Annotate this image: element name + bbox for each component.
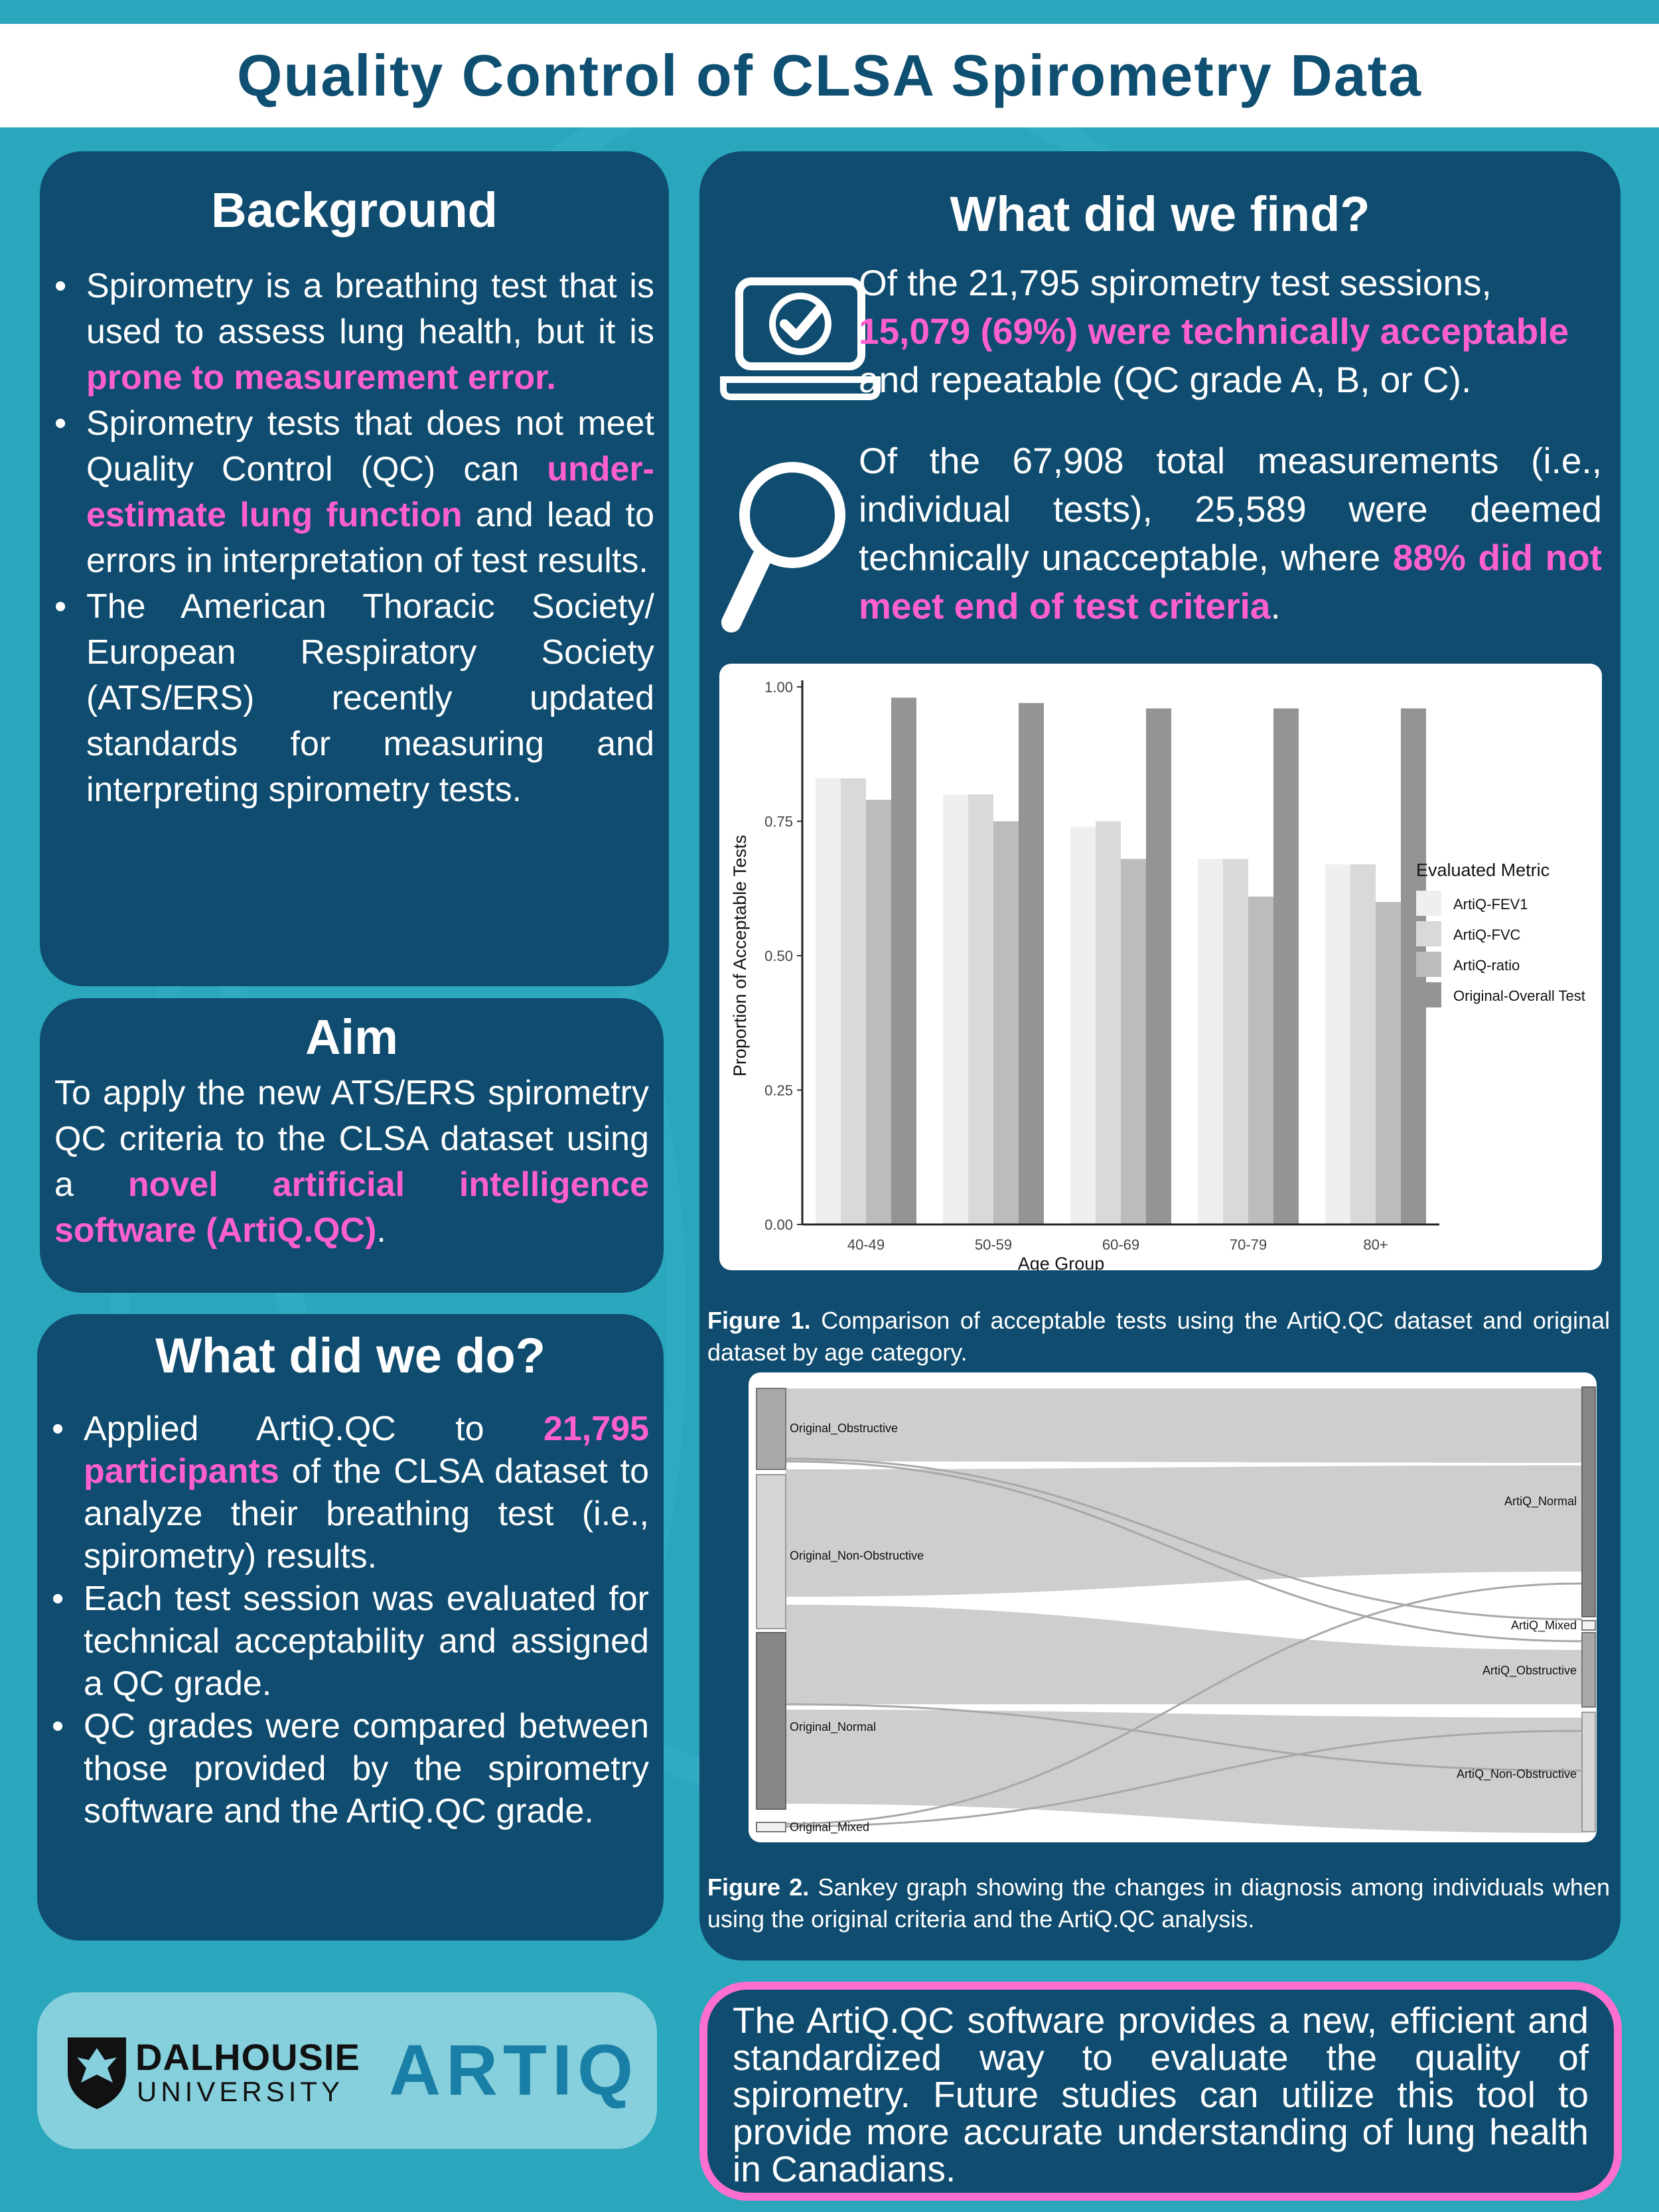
methods-list <box>52 1408 649 1832</box>
bar-artiq-fev1 <box>1325 864 1350 1224</box>
y-tick-label: 0.50 <box>764 948 793 964</box>
methods-panel <box>37 1314 664 1941</box>
sankey-node-artiq-obstructive <box>1582 1633 1595 1707</box>
aim-heading: Aim <box>305 1009 398 1065</box>
logo-panel <box>37 1992 657 2149</box>
x-tick-label: 50-59 <box>974 1236 1013 1253</box>
bar-original-overall-test <box>1146 708 1171 1224</box>
magnifier-icon <box>719 457 852 642</box>
figure1-chart-box <box>719 664 1602 1270</box>
x-tick-label: 70-79 <box>1229 1236 1267 1253</box>
legend-swatch <box>1416 891 1441 916</box>
sankey-node-original-normal <box>757 1633 786 1809</box>
x-tick-label: 40-49 <box>847 1236 885 1253</box>
x-tick-label: 80+ <box>1363 1236 1388 1253</box>
bar-artiq-fvc <box>1350 864 1376 1224</box>
dalhousie-name: DALHOUSIE <box>135 2036 360 2078</box>
bar-artiq-fev1 <box>1198 859 1223 1224</box>
legend-title: Evaluated Metric <box>1416 860 1550 880</box>
bar-artiq-ratio <box>993 822 1019 1225</box>
figure1-caption: Figure 1. Comparison of acceptable tests using the ArtiQ.QC dataset and original dataset by age category. <box>707 1307 1611 1366</box>
background-item: • The American Thoracic Society/ European Respiratory Society (ATS/ERS) recently updated standards for measuring and interpreting spirometry tests. <box>54 584 654 813</box>
bar-artiq-fvc <box>1096 822 1121 1225</box>
x-axis-title: Age Group <box>1017 1254 1105 1270</box>
x-tick-label: 60-69 <box>1102 1236 1140 1253</box>
aim-text: To apply the new ATS/ERS spirometry QC criteria to the CLSA dataset using a novel artificial intelligence software (ArtiQ.QC). <box>54 1074 649 1250</box>
dalhousie-subtitle: UNIVERSITY <box>137 2076 344 2107</box>
bar-artiq-fev1 <box>816 778 841 1224</box>
bar-original-overall-test <box>1273 708 1299 1224</box>
legend-swatch <box>1416 952 1441 977</box>
bar-artiq-fvc <box>1223 859 1248 1224</box>
finding-sessions: Of the 21,795 spirometry test sessions, 15,079 (69%) were technically acceptable and repeatable (QC grade A, B, or C). <box>859 262 1569 400</box>
bar-artiq-fvc <box>841 778 866 1224</box>
sankey-flow <box>786 1605 1582 1704</box>
legend-label: Original-Overall Test <box>1453 988 1585 1004</box>
methods-item: • Applied ArtiQ.QC to 21,795 participants of the CLSA dataset to analyze their breathing test (i.e., spirometry) results. <box>52 1408 649 1578</box>
legend-label: ArtiQ-ratio <box>1453 957 1520 974</box>
sankey-node-artiq-normal <box>1582 1387 1595 1617</box>
background-item: • Spirometry tests that does not meet Quality Control (QC) can under-estimate lung function and lead to errors in interpretation of test results. <box>54 401 654 584</box>
bar-original-overall-test <box>891 698 916 1224</box>
sankey-flow <box>786 1465 1582 1597</box>
sankey-label-left: Original_Non-Obstructive <box>790 1549 924 1562</box>
sankey-chart <box>749 1372 1597 1842</box>
bar-chart <box>719 664 1602 1270</box>
y-tick-label: 0.75 <box>764 813 793 830</box>
conclusion-text: The ArtiQ.QC software provides a new, efficient and standardized way to evaluate the quality of spirometry. Future studies can utilize this tool to provide more accurate understanding of lung health in Canadians. <box>733 2000 1589 2189</box>
legend-label: ArtiQ-FEV1 <box>1453 896 1528 913</box>
findings-heading: What did we find? <box>950 186 1370 242</box>
sankey-node-original-non-obstructive <box>757 1475 786 1629</box>
sankey-node-original-obstructive <box>757 1388 786 1469</box>
background-item: • Spirometry is a breathing test that is used to assess lung health, but it is prone to measurement error. <box>54 263 654 401</box>
bar-artiq-ratio <box>1376 902 1401 1224</box>
legend-label: ArtiQ-FVC <box>1453 926 1521 943</box>
bar-artiq-fvc <box>968 794 993 1224</box>
figure2-caption: Figure 2. Sankey graph showing the changes in diagnosis among individuals when using the original criteria and the ArtiQ.QC analysis. <box>707 1874 1611 1933</box>
sankey-label-left: Original_Mixed <box>790 1820 870 1834</box>
y-tick-label: 0.25 <box>764 1082 793 1099</box>
legend-swatch <box>1416 982 1441 1007</box>
bar-artiq-fev1 <box>1070 827 1096 1224</box>
bar-artiq-ratio <box>1121 859 1146 1224</box>
background-list <box>54 263 654 813</box>
methods-item: • QC grades were compared between those provided by the spirometry software and the ArtiQ.QC grade. <box>52 1705 649 1832</box>
sankey-label-right: ArtiQ_Obstructive <box>1482 1664 1577 1677</box>
sankey-node-artiq-non-obstructive <box>1582 1712 1595 1832</box>
sankey-label-left: Original_Obstructive <box>790 1422 899 1435</box>
methods-heading: What did we do? <box>155 1328 545 1383</box>
findings-panel <box>699 151 1621 1960</box>
y-tick-label: 0.00 <box>764 1217 793 1233</box>
sankey-flow <box>786 1388 1582 1463</box>
conclusion-panel <box>699 1982 1622 2201</box>
title-bar <box>0 24 1659 127</box>
methods-item: • Each test session was evaluated for technical acceptability and assigned a QC grade. <box>52 1578 649 1705</box>
finding-measurements: Of the 67,908 total measurements (i.e., individual tests), 25,589 were deemed technically unacceptable, where 88% did not meet end of test criteria. <box>859 440 1603 627</box>
figure2-chart-box <box>749 1372 1597 1842</box>
bar-artiq-fev1 <box>943 794 968 1224</box>
sankey-label-left: Original_Normal <box>790 1720 877 1733</box>
sankey-node-original-mixed <box>757 1822 786 1832</box>
bar-artiq-ratio <box>866 800 891 1224</box>
legend-swatch <box>1416 921 1441 946</box>
laptop-check-icon <box>719 271 881 401</box>
artiq-logo: ARTIQ <box>389 2029 638 2110</box>
background-heading: Background <box>211 183 498 238</box>
sankey-node-artiq-mixed <box>1582 1621 1595 1630</box>
bar-original-overall-test <box>1019 703 1044 1224</box>
poster-title: Quality Control of CLSA Spirometry Data <box>236 42 1422 108</box>
sankey-label-right: ArtiQ_Mixed <box>1510 1619 1577 1632</box>
sankey-label-right: ArtiQ_Non-Obstructive <box>1456 1767 1577 1781</box>
sankey-label-right: ArtiQ_Normal <box>1504 1495 1577 1508</box>
background-panel <box>40 151 669 986</box>
bar-artiq-ratio <box>1248 897 1273 1224</box>
y-tick-label: 1.00 <box>764 679 793 696</box>
y-axis-title: Proportion of Acceptable Tests <box>730 834 750 1077</box>
aim-panel <box>40 998 664 1293</box>
dalhousie-shield-icon <box>64 2033 130 2112</box>
